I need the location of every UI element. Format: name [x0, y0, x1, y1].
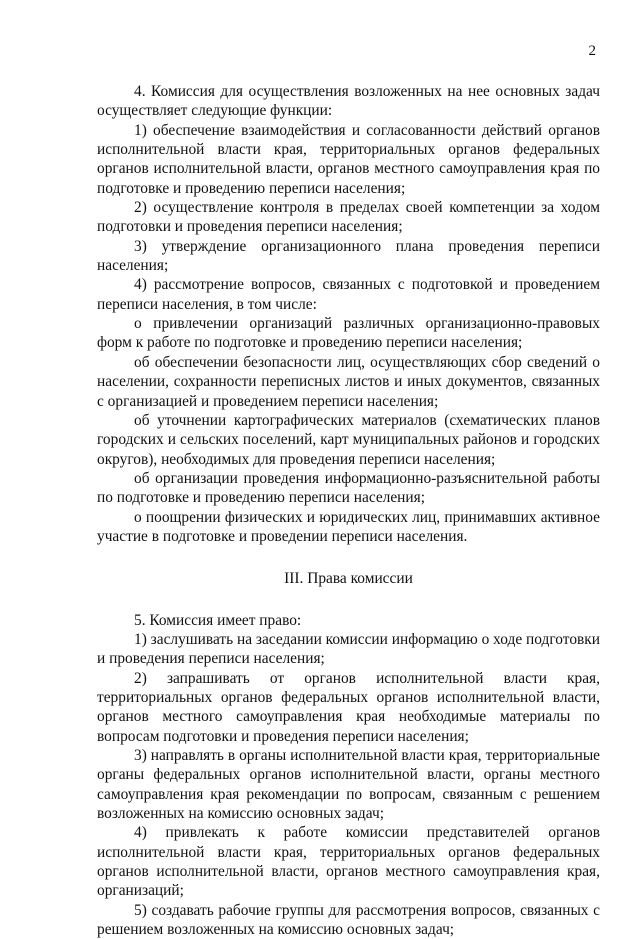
paragraph-function-2: 2) осуществление контроля в пределах своей компетенции за ходом подготовки и проведения переписи населения;	[97, 199, 600, 236]
paragraph-function-4: 4) рассмотрение вопросов, связанных с подготовкой и проведением переписи населения, в том числе:	[97, 276, 600, 313]
paragraph-subitem-safety: об обеспечении безопасности лиц, осуществляющих сбор сведений о населении, сохранности переписных листов и иных документов, связанных с организацией и проведением переписи населения;	[97, 353, 600, 410]
paragraph-subitem-cartography: об уточнении картографических материалов (схематических планов городских и сельских поселений, карт муниципальных районов и городских округов), необходимых для проведения переписи населения;	[97, 411, 600, 468]
paragraph-right-2: 2) запрашивать от органов исполнительной власти края, территориальных органов федеральных органов исполнительной власти, органов местного самоуправления края необходимые материалы по вопросам подготовки и проведения переписи населения;	[97, 669, 600, 745]
page-number: 2	[588, 43, 596, 59]
paragraph-item-5: 5. Комиссия имеет право:	[134, 611, 302, 629]
paragraph-function-3: 3) утверждение организационного плана проведения переписи населения;	[97, 237, 600, 275]
paragraph-function-1: 1) обеспечение взаимодействия и согласованности действий органов исполнительной власти края, территориальных органов федеральных органов исполнительной власти, органов местного самоуправления края по подготовке и проведению переписи населения;	[97, 121, 600, 197]
paragraph-subitem-rewards: о поощрении физических и юридических лиц, принимавших активное участие в подготовке и проведении переписи населения.	[97, 508, 600, 545]
paragraph-right-5: 5) создавать рабочие группы для рассмотрения вопросов, связанных с решением возложенных на комиссию основных задач;	[97, 901, 600, 939]
document-body	[97, 82, 600, 939]
paragraph-item-4: 4. Комиссия для осуществления возложенных на нее основных задач осуществляет следующие функции:	[97, 83, 600, 120]
paragraph-right-1: 1) заслушивать на заседании комиссии информацию о ходе подготовки и проведения переписи населения;	[97, 630, 600, 668]
paragraph-right-4: 4) привлекать к работе комиссии представителей органов исполнительной власти края, территориальных органов федеральных органов исполнительной власти, органов местного самоуправления края, организаций;	[97, 824, 600, 900]
paragraph-subitem-organizations: о привлечении организаций различных организационно-правовых форм к работе по подготовке и проведению переписи населения;	[97, 315, 600, 352]
section-heading: III. Права комиссии	[284, 570, 413, 588]
paragraph-right-3: 3) направлять в органы исполнительной власти края, территориальные органы федеральных органов исполнительной власти, органы местного самоуправления края рекомендации по вопросам, связанным с решением возложенных на комиссию основных задач;	[97, 747, 600, 823]
paragraph-subitem-information: об организации проведения информационно-разъяснительной работы по подготовке и проведению переписи населения;	[97, 469, 600, 507]
